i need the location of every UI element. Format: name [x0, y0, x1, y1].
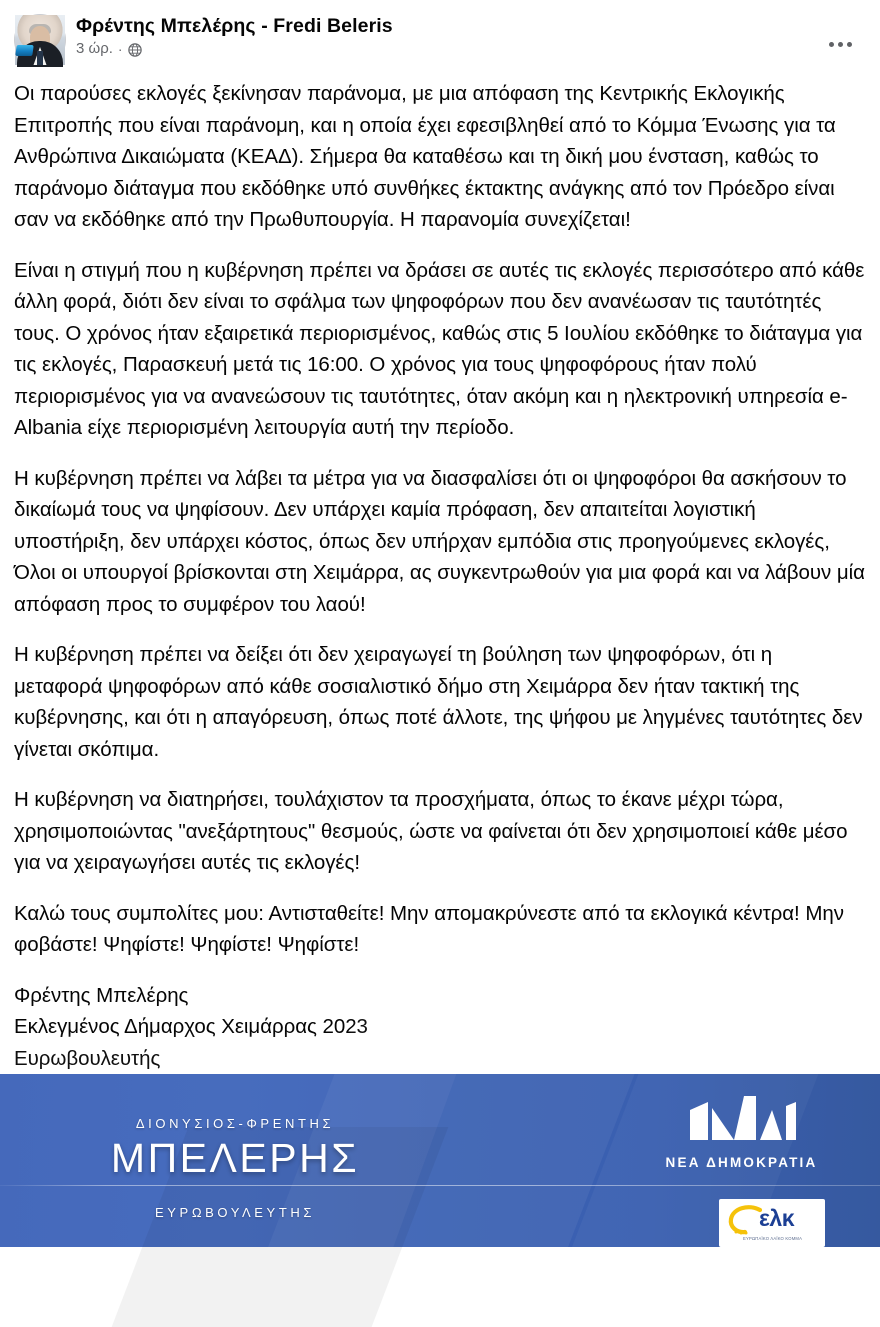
epp-swoosh-icon	[727, 1206, 763, 1236]
post-paragraph: Είναι η στιγμή που η κυβέρνηση πρέπει να δράσει σε αυτές τις εκλογές περισσότερο από κάθε άλλη φορά, διότι δεν είναι το σφάλμα των ψηφοφόρων που δεν ανανέωσαν τις ταυτότητές τους. Ο χρόνος ήταν εξαιρετικά περιορισμένος, καθώς στις 5 Ιουλίου εκδόθηκε το διάταγμα για τις εκλογές, Παρασκευή μετά τις 16:00. Ο χρόνος για τους ψηφοφόρους ήταν πολύ περιορισμένος για να ανανεώσουν τις ταυτότητες, όταν ακόμη και η ηλεκτρονική υπηρεσία e-Albania είχε περιορισμένη λειτουργία αυτή την περίοδο.	[14, 258, 865, 439]
signature-name: Φρέντης Μπελέρης	[14, 983, 189, 1007]
author-name[interactable]: Φρέντης Μπελέρης - Fredi Beleris	[76, 15, 393, 37]
ellipsis-dot	[838, 42, 843, 47]
signature-title: Εκλεγμένος Δήμαρχος Χειμάρρας 2023	[14, 1015, 368, 1038]
post-paragraph: Η κυβέρνηση πρέπει να δείξει ότι δεν χειραγωγεί τη βούληση των ψηφοφόρων, ότι η μεταφορά ψηφοφόρων από κάθε σοσιαλιστικό δήμο στη Χειμάρρα δεν ήταν τακτική της κυβέρνησης, και ότι η απαγόρευση, όπως ποτέ άλλοτε, της ψήφου με ληγμένες ταυτότητες δεν γίνεται σκόπιμα.	[14, 643, 863, 761]
banner-role: ΕΥΡΩΒΟΥΛΕΥΤΗΣ	[155, 1205, 315, 1220]
avatar-tie	[37, 51, 43, 65]
avatar-flag-icon	[15, 45, 34, 56]
elk-epp-logo-icon	[719, 1199, 825, 1247]
post-header	[0, 0, 880, 72]
post-timestamp[interactable]: 3 ώρ.	[76, 40, 113, 58]
banner-name-block	[0, 1074, 470, 1247]
post-header-text	[76, 10, 393, 58]
post-paragraph: Η κυβέρνηση να διατηρήσει, τουλάχιστον τα προσχήματα, όπως το έκανε μέχρι τώρα, χρησιμοποιώντας "ανεξάρτητους" θεσμούς, ώστε να φαίνεται ότι δεν χρησιμοποιεί κάθε μέσο για να χειραγωγήσει αυτές τις εκλογές!	[14, 788, 848, 874]
meta-separator: ·	[117, 41, 123, 57]
post-paragraph: Η κυβέρνηση πρέπει να λάβει τα μέτρα για να διασφαλίσει ότι οι ψηφοφόροι θα ασκήσουν το δικαίωμά τους να ψηφίσουν. Δεν υπάρχει καμία πρόφαση, δεν απαιτείται λογιστική υποστήριξη, δεν υπάρχει κόστος, όπως δεν υπήρχαν εμπόδια στις προηγούμενες εκλογές, Όλοι οι υπουργοί βρίσκονται στη Χειμάρρα, ας συγκεντρωθούν για μια φορά και να λάβουν μία απόφαση προς το συμφέρον του λαού!	[14, 466, 865, 616]
signature-role: Ευρωβουλευτής	[14, 1046, 161, 1070]
epp-subtitle: ΕΥΡΩΠΑΪΚΟ ΛΑΪΚΟ ΚΟΜΜΑ	[743, 1236, 803, 1241]
post-attached-image[interactable]	[0, 1074, 880, 1247]
post-paragraph: Οι παρούσες εκλογές ξεκίνησαν παράνομα, με μια απόφαση της Κεντρικής Εκλογικής Επιτροπής που είναι παράνομη, και η οποία έχει εφεσιβληθεί από το Κόμμα Ένωσης για τα Ανθρώπινα Δικαιώματα (ΚΕΑΔ). Σήμερα θα καταθέσω και τη δική μου ένσταση, καθώς το παράνομο διάταγμα που εκδόθηκε υπό συνθήκες έκτακτης ανάγκης από τον Πρόεδρο είναι σαν να εκδόθηκε από την Πρωθυπουργία. Η παρανομία συνεχίζεται!	[14, 82, 836, 231]
epp-wordmark: ελκ	[759, 1205, 795, 1231]
banner-first-name: ΔΙΟΝΥΣΙΟΣ-ΦΡΕΝΤΗΣ	[135, 1116, 335, 1131]
nea-dimokratia-logo-icon	[682, 1088, 802, 1150]
post-paragraph: Καλώ τους συμπολίτες μου: Αντισταθείτε! Μην απομακρύνεστε από τα εκλογικά κέντρα! Μην φοβάστε! Ψηφίστε! Ψηφίστε! Ψηφίστε!	[14, 901, 844, 956]
ellipsis-dot	[847, 42, 852, 47]
globe-icon[interactable]	[128, 43, 142, 57]
avatar-photo	[15, 15, 65, 65]
avatar[interactable]	[14, 14, 66, 66]
post-options-button[interactable]	[822, 26, 858, 62]
banner-party-block	[639, 1088, 844, 1170]
banner-surname: ΜΠΕΛΕΡΗΣ	[110, 1135, 360, 1181]
ellipsis-dot	[829, 42, 834, 47]
post-text-body	[0, 72, 880, 1074]
post-meta	[76, 40, 393, 57]
party-name: ΝΕΑ ΔΗΜΟΚΡΑΤΙΑ	[665, 1155, 818, 1170]
